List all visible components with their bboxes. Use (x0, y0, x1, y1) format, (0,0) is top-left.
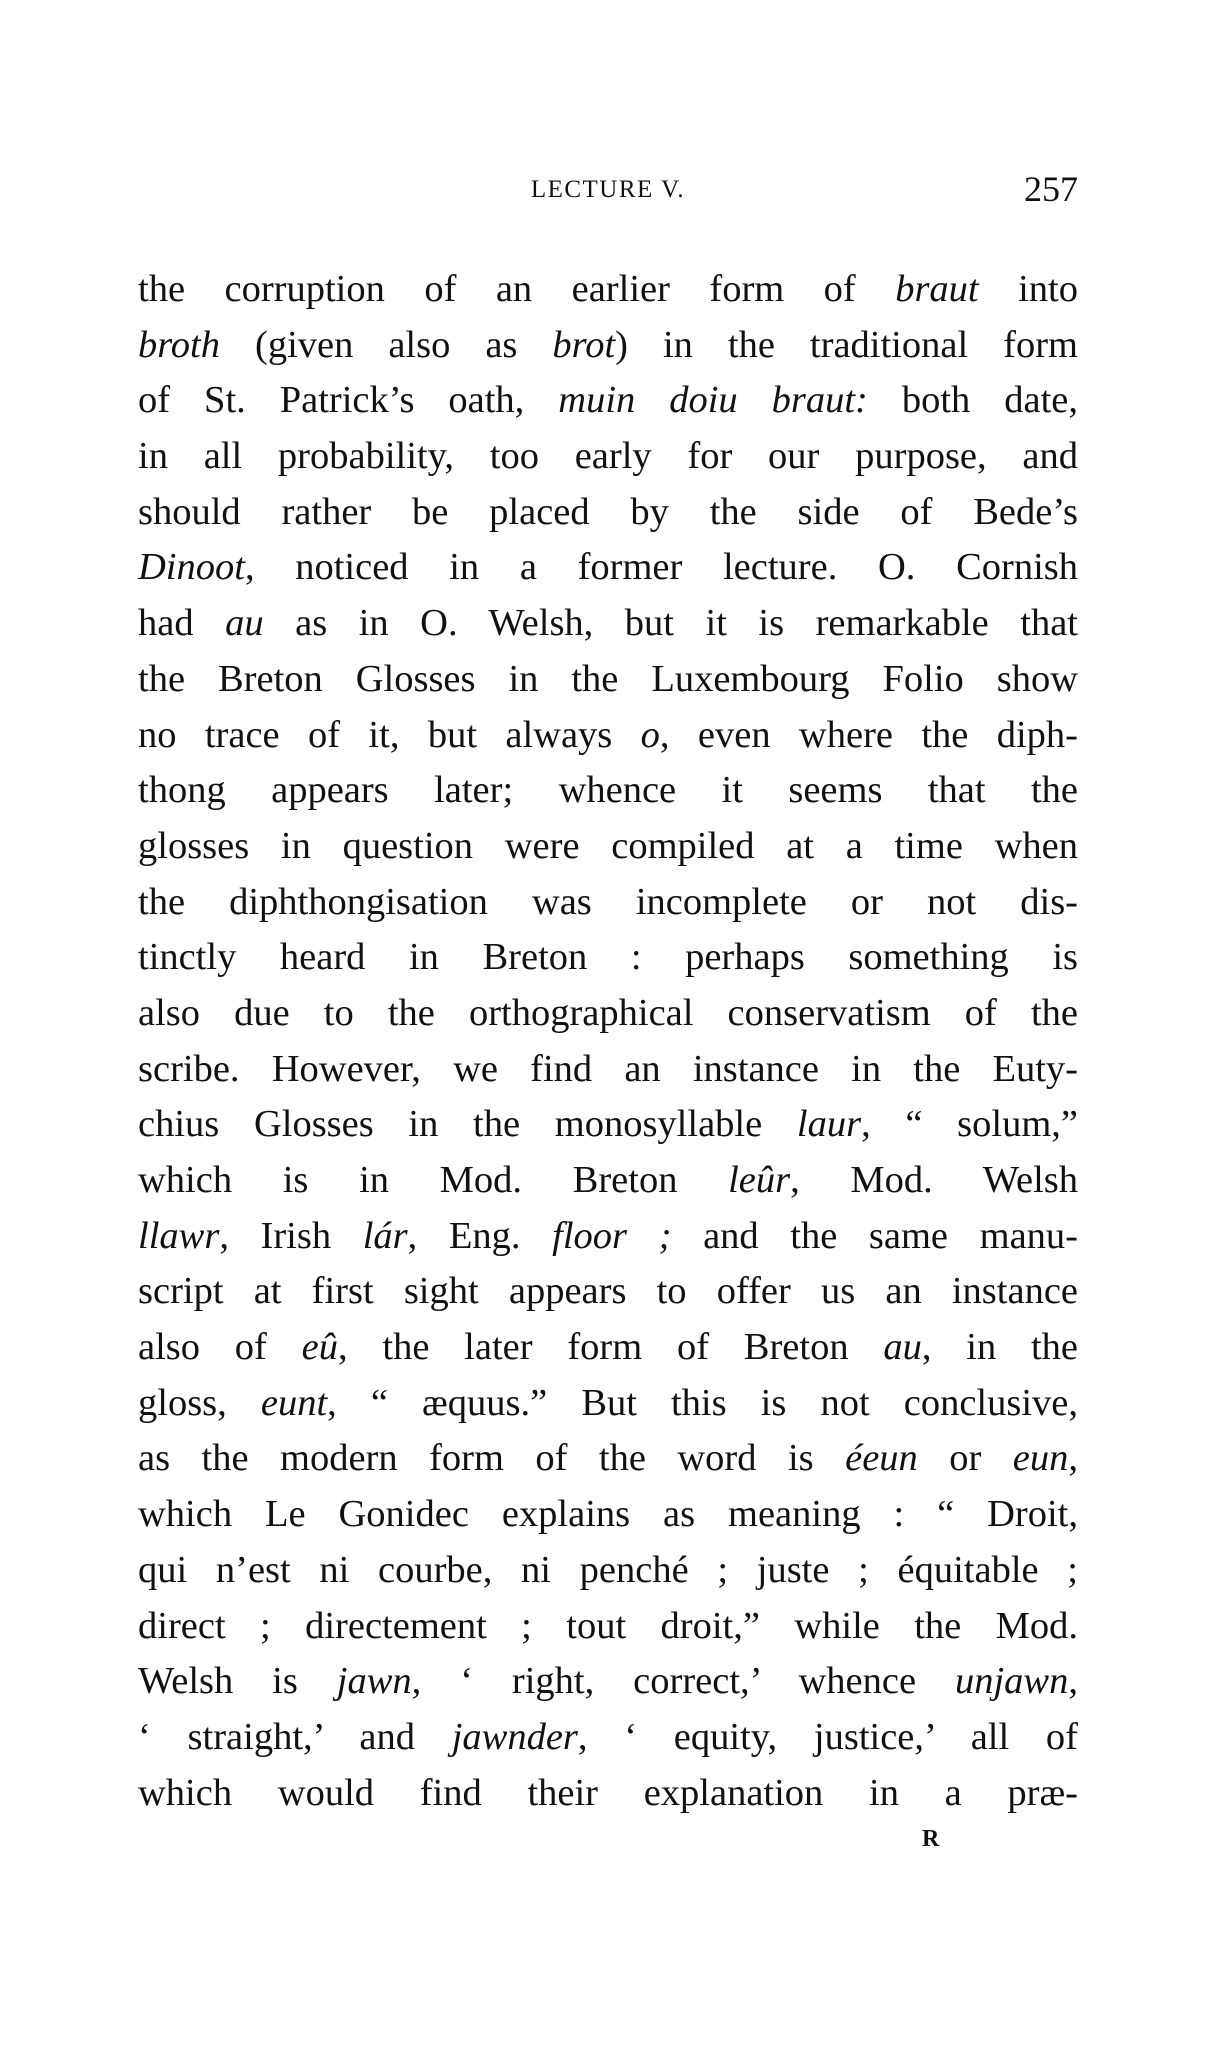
text-line (138, 373, 1078, 429)
text-run: as the modern form of the word is (138, 1437, 846, 1480)
text-line (138, 763, 1078, 819)
text-line (138, 708, 1078, 764)
text-run: no trace of it, but always (138, 713, 641, 756)
italic-term: au (225, 602, 264, 645)
text-line (138, 1042, 1078, 1098)
text-line (138, 318, 1078, 374)
text-run: the corruption of an earlier form of (138, 268, 896, 310)
text-line (138, 262, 1078, 318)
italic-term: lár (362, 1214, 408, 1257)
text-run: , ‘ equity, justice,’ all of (577, 1715, 1078, 1758)
text-line (138, 1209, 1078, 1265)
text-line (138, 540, 1078, 596)
italic-term: muin doiu braut: (558, 379, 868, 422)
text-run: both date, (867, 379, 1078, 422)
text-line (138, 1710, 1078, 1766)
text-run: , ‘ right, correct,’ whence (411, 1660, 955, 1703)
italic-term: o (640, 713, 660, 756)
text-run: glosses in question were compiled at a time when (138, 824, 1078, 867)
text-run: , the later form of Breton (337, 1326, 884, 1369)
italic-term: laur (796, 1103, 862, 1146)
italic-term: broth (138, 323, 221, 366)
text-line (138, 1376, 1078, 1432)
text-run: thong appears later; whence it seems that the (138, 769, 1078, 812)
text-line (138, 1766, 1078, 1822)
text-run: and the same manu- (671, 1214, 1078, 1257)
text-run: , (1068, 1660, 1078, 1703)
text-run: also of (138, 1326, 302, 1369)
text-run: also due to the orthographical conservatism of the (138, 991, 1078, 1034)
italic-term: eû (301, 1326, 338, 1369)
italic-term: llawr (138, 1214, 220, 1257)
text-run: script at first sight appears to offer us an instance (138, 1270, 1078, 1313)
text-run: (given also as (220, 323, 553, 366)
italic-term: jawnder (451, 1715, 578, 1758)
text-run: had (138, 602, 226, 645)
text-run: which is in Mod. Breton (138, 1159, 729, 1201)
text-run: of St. Patrick’s oath, (138, 379, 559, 422)
text-run: gloss, (138, 1381, 261, 1424)
page-header (138, 168, 1078, 214)
italic-term: brot (552, 323, 616, 366)
text-line (138, 1264, 1078, 1320)
text-run: which Le Gonidec explains as meaning : “ Droit, (138, 1493, 1078, 1536)
text-run: tinctly heard in Breton : perhaps something is (138, 936, 1078, 979)
text-run: which would find their explanation in a præ- (138, 1771, 1078, 1814)
text-run: , “ æquus.” But this is not conclusive, (327, 1381, 1078, 1424)
text-line (138, 1599, 1078, 1655)
italic-term: eunt (260, 1381, 328, 1424)
text-run: chius Glosses in the monosyllable (138, 1103, 797, 1146)
text-run: direct ; directement ; tout droit,” while the Mod. (138, 1604, 1078, 1647)
text-run: , in the (921, 1326, 1079, 1369)
text-line (138, 596, 1078, 652)
text-line (138, 652, 1078, 708)
text-line (138, 930, 1078, 986)
text-run: scribe. However, we find an instance in the Euty- (138, 1047, 1078, 1090)
text-line (138, 1320, 1078, 1376)
text-run: , even where the diph- (659, 713, 1079, 756)
italic-term: Dinoot (138, 546, 245, 589)
body-text (138, 262, 1078, 1821)
text-run: , noticed in a former lecture. O. Cornish (244, 546, 1078, 589)
text-run: , Mod. Welsh (790, 1159, 1078, 1201)
text-run: should rather be placed by the side of Bede’s (138, 490, 1078, 533)
text-line (138, 1543, 1078, 1599)
italic-term: braut (895, 268, 979, 310)
italic-term: au (883, 1326, 922, 1369)
text-run: Welsh is (138, 1660, 337, 1703)
italic-term: éeun (845, 1437, 918, 1480)
text-line (138, 1153, 1078, 1209)
text-run: , Eng. (407, 1214, 553, 1257)
italic-term: floor ; (552, 1214, 672, 1257)
italic-term: jawn (336, 1660, 412, 1703)
text-line (138, 819, 1078, 875)
signature-mark: R (922, 1826, 940, 1852)
text-run: ‘ straight,’ and (138, 1715, 452, 1758)
text-line (138, 986, 1078, 1042)
text-line (138, 1097, 1078, 1153)
text-run: in all probability, too early for our purpose, and (138, 435, 1078, 478)
italic-term: unjawn (954, 1660, 1069, 1703)
text-line (138, 1431, 1078, 1487)
page-number: 257 (1024, 169, 1078, 209)
text-run: or (917, 1437, 1013, 1480)
text-line (138, 485, 1078, 541)
text-run: , (1068, 1437, 1078, 1480)
running-title: LECTURE V. (530, 176, 686, 203)
text-run: qui n’est ni courbe, ni penché ; juste ; équitable ; (138, 1548, 1078, 1591)
text-run: the Breton Glosses in the Luxembourg Folio show (138, 657, 1078, 700)
text-run: , Irish (219, 1214, 363, 1257)
text-line (138, 429, 1078, 485)
italic-term: leûr (728, 1159, 791, 1201)
italic-term: eun (1012, 1437, 1069, 1480)
text-run: ) in the traditional form (615, 323, 1078, 366)
text-line (138, 875, 1078, 931)
text-line (138, 1487, 1078, 1543)
text-run: into (978, 268, 1078, 310)
text-run: , “ solum,” (861, 1103, 1078, 1146)
text-line (138, 1654, 1078, 1710)
text-run: as in O. Welsh, but it is remarkable that (263, 602, 1078, 645)
text-run: the diphthongisation was incomplete or not dis- (138, 880, 1078, 923)
